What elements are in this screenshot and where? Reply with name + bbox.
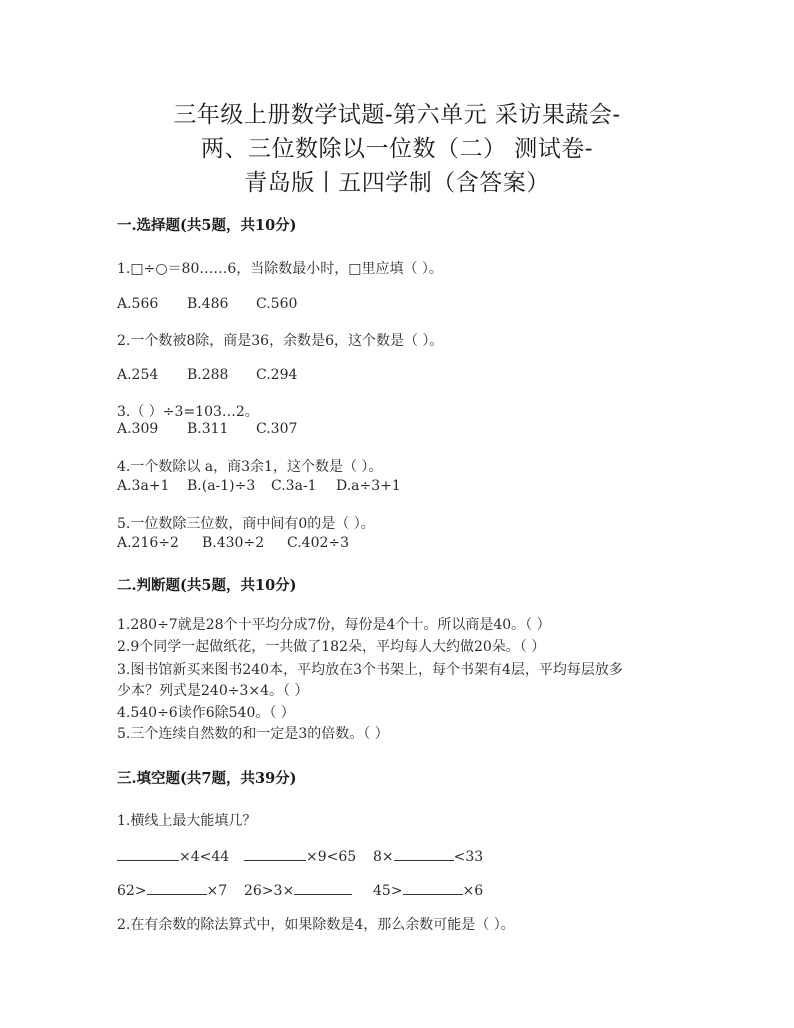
- title-line-2: 两、三位数除以一位数（二） 测试卷-: [200, 136, 594, 162]
- option-c: C.307: [256, 421, 298, 437]
- fill-blank-item: 62> ×7: [117, 880, 227, 899]
- answer-blank[interactable]: [244, 846, 306, 861]
- question-text: 5.三个连续自然数的和一定是3的倍数。（ ）: [117, 726, 389, 742]
- question-text: 1.280÷7就是28个十平均分成7份，每份是4个十。所以商是40。（ ）: [117, 617, 551, 633]
- question-text: 1.□÷○＝80……6，当除数最小时，□里应填（ ）。: [117, 261, 443, 277]
- question-text: 2.在有余数的除法算式中，如果除数是4，那么余数可能是（ ）。: [117, 917, 515, 933]
- option-a: A.216÷2: [117, 535, 179, 551]
- option-d: D.a÷3+1: [336, 478, 401, 494]
- fill-blank-item: ×4<44: [117, 846, 229, 865]
- title-line-3: 青岛版丨五四学制（含答案）: [244, 170, 550, 196]
- section-heading-choice: 一.选择题(共5题，共10分): [117, 217, 297, 234]
- option-c: C.294: [256, 367, 298, 383]
- option-a: A.254: [117, 367, 159, 383]
- question-text: 3.图书馆新买来图书240本，平均放在3个书架上，每个书架有4层，平均每层放多: [117, 662, 623, 678]
- option-c: C.560: [256, 296, 298, 312]
- answer-blank[interactable]: [294, 880, 352, 895]
- answer-blank[interactable]: [403, 880, 463, 895]
- option-b: B.311: [187, 421, 229, 437]
- question-text: 5.一位数除三位数，商中间有0的是（ ）。: [117, 516, 375, 532]
- option-b: B.486: [187, 296, 229, 312]
- answer-blank[interactable]: [147, 880, 207, 895]
- fill-blank-item: 45> ×6: [373, 880, 483, 899]
- option-c: C.3a-1: [271, 478, 317, 494]
- answer-blank[interactable]: [117, 846, 179, 861]
- option-a: A.3a+1: [117, 478, 170, 494]
- question-text: 3.（ ）÷3=103…2。: [117, 404, 259, 420]
- title-line-1: 三年级上册数学试题-第六单元 采访果蔬会-: [173, 102, 621, 128]
- section-heading-fill-in: 三.填空题(共7题，共39分): [117, 770, 297, 787]
- answer-blank[interactable]: [394, 846, 454, 861]
- option-b: B.(a-1)÷3: [187, 478, 256, 494]
- option-a: A.309: [117, 421, 159, 437]
- section-heading-judgement: 二.判断题(共5题，共10分): [117, 577, 297, 594]
- fill-blank-item: 26>3×: [244, 880, 352, 899]
- question-text: 2.一个数被8除，商是36，余数是6，这个数是（ ）。: [117, 333, 444, 349]
- question-text: 4.一个数除以 a，商3余1，这个数是（ ）。: [117, 459, 383, 475]
- option-a: A.566: [117, 296, 159, 312]
- question-text: 4.540÷6读作6除540。（ ）: [117, 705, 295, 721]
- question-text: 1.横线上最大能填几？: [117, 813, 257, 829]
- fill-blank-item: 8× <33: [373, 846, 483, 865]
- question-text: 少本？列式是240÷3×4。（ ）: [117, 683, 309, 699]
- option-b: B.430÷2: [202, 535, 265, 551]
- fill-blank-item: ×9<65: [244, 846, 356, 865]
- option-c: C.402÷3: [287, 535, 350, 551]
- option-b: B.288: [187, 367, 229, 383]
- question-text: 2.9个同学一起做纸花，一共做了182朵，平均每人大约做20朵。（ ）: [117, 639, 546, 655]
